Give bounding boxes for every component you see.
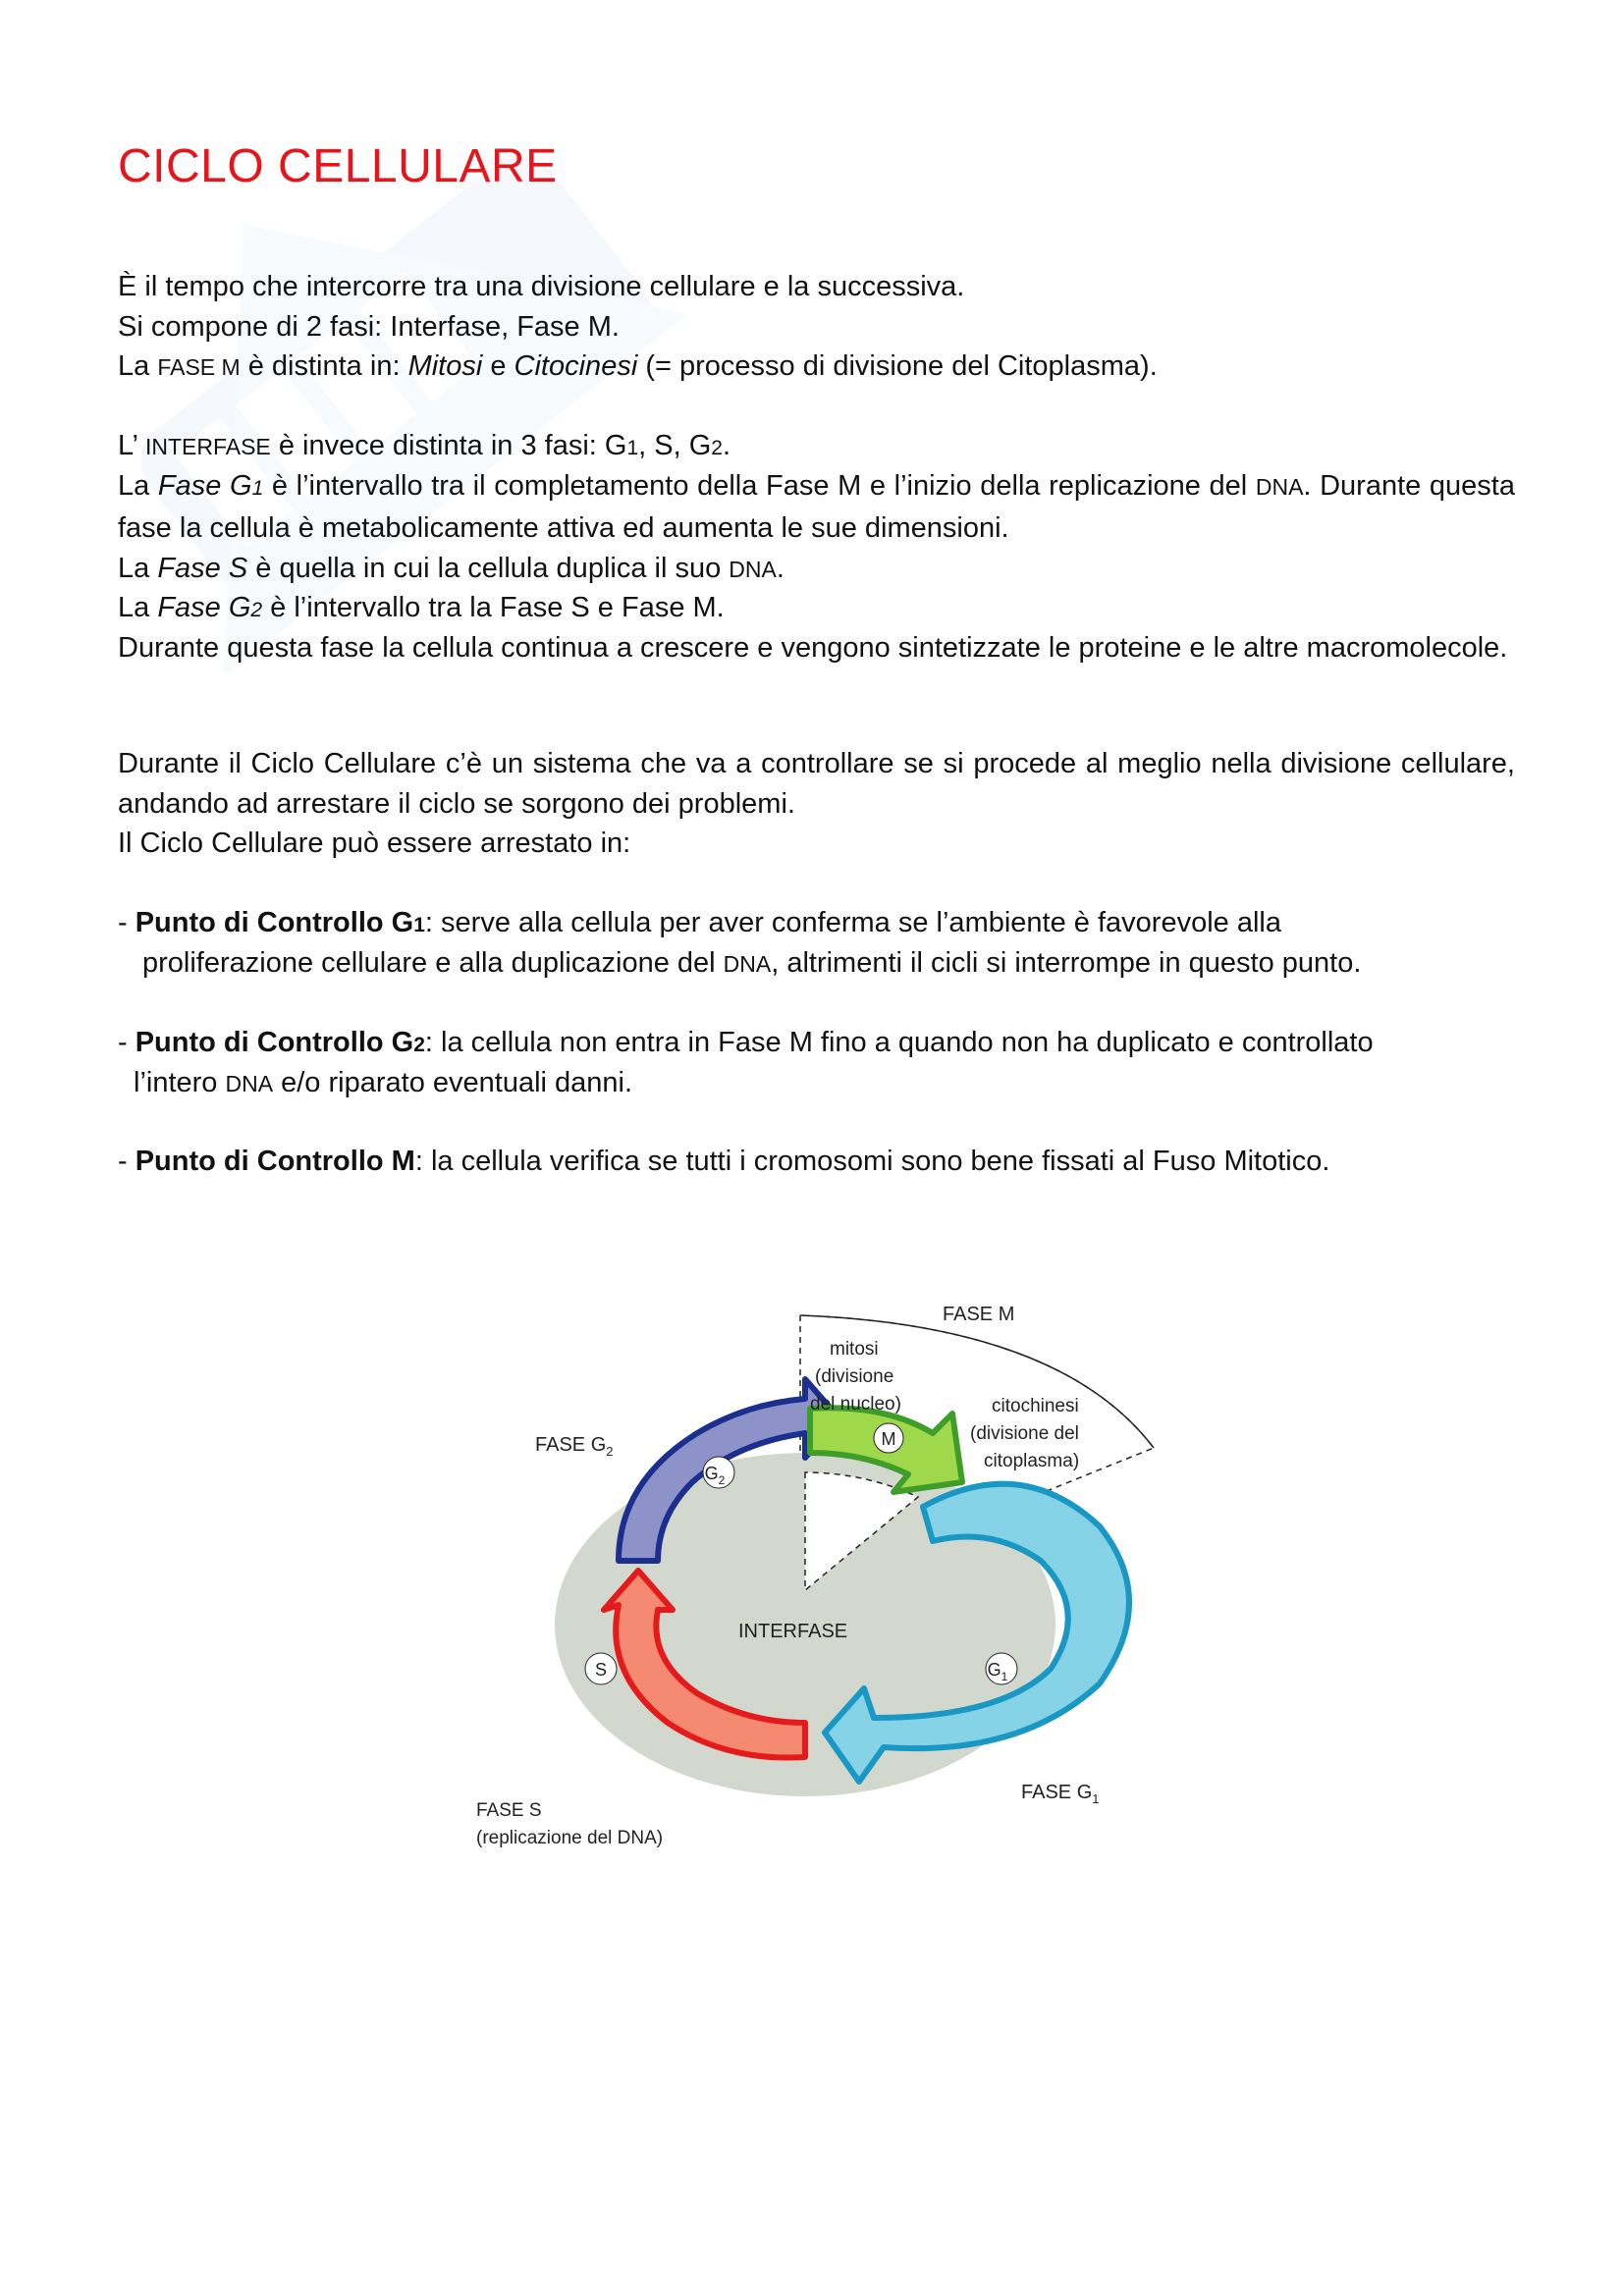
checkpoint-m-line-1: - Punto di Controllo M: la cellula verifica se tutti i cromosomi sono bene fissati al Fuso Mitotico. [118, 1146, 1330, 1177]
g2-circle-label: $G_2$ [704, 1464, 726, 1487]
checkpoint-g1-line-1: - Punto di Controllo G1: serve alla cellula per aver conferma se l’ambiente è favorevole alla [118, 907, 1281, 938]
m-circle-label: M [881, 1429, 896, 1449]
label-cito-2: (divisione del [970, 1423, 1079, 1444]
paragraph-interfase [118, 426, 1515, 668]
label-mitosi-2: (divisione [815, 1366, 894, 1387]
label-fase-g1: FASE $G_1$ [1021, 1782, 1100, 1806]
checkpoint-g2 [118, 1023, 1515, 1102]
interfase-line-s: La Fase S è quella in cui la cellula duplica il suo DNA. [118, 552, 784, 584]
cell-cycle-diagram [471, 1286, 1178, 1875]
intro-line-1: È il tempo che intercorre tra una divisione cellulare e la successiva. [118, 271, 965, 302]
label-fase-s-2: (replicazione del DNA) [476, 1828, 664, 1848]
intro-line-2: Si compone di 2 fasi: Interfase, Fase M. [118, 310, 620, 343]
label-cito-3: citoplasma) [984, 1451, 1080, 1471]
checkpoint-g1-line-2: proliferazione cellulare e alla duplicazione del DNA, altrimenti il cicli si interrompe in questo punto. [142, 946, 1362, 979]
interfase-line-g1: La Fase G1 è l’intervallo tra il completamento della Fase M e l’inizio della replicazione del DNA. Durante questa fase la cellula è metabolicamente attiva ed aumenta le sue dimensioni. [118, 469, 1515, 545]
paragraph-intro [118, 267, 1515, 387]
interfase-line-g2: La Fase G2 è l’intervallo tra la Fase S e Fase M. [118, 592, 725, 624]
label-fase-m: FASE M [943, 1304, 1015, 1325]
checkpoint-g2-line-2: l’intero DNA e/o riparato eventuali danni. [134, 1066, 633, 1098]
intro-line-3: La FASE M è distinta in: Mitosi e Citocinesi (= processo di divisione del Citoplasma). [118, 350, 1158, 383]
label-cito-1: citochinesi [992, 1396, 1079, 1416]
interfase-line-1: L’ INTERFASE è invece distinta in 3 fasi: G1, S, G2. [118, 430, 731, 461]
checkpoint-g1 [118, 903, 1515, 983]
s-circle-label: S [594, 1660, 608, 1680]
paragraph-control [118, 744, 1515, 864]
label-fase-g2: FASE $G_2$ [535, 1434, 614, 1459]
label-mitosi-1: mitosi [830, 1339, 879, 1360]
control-line-2: Il Ciclo Cellulare può essere arrestato in: [118, 828, 631, 860]
page-title: CICLO CELLULARE [118, 140, 558, 192]
g1-circle-label: $G_1$ [987, 1660, 1008, 1683]
interfase-line-growth: Durante questa fase la cellula continua a crescere e vengono sintetizzate le proteine e le altre macromolecole. [118, 631, 1508, 664]
control-line-1: Durante il Ciclo Cellulare c’è un sistema che va a controllare se si procede al meglio nella divisione cellulare, andando ad arrestare il ciclo se sorgono dei problemi. [118, 748, 1515, 820]
label-interfase: INTERFASE [738, 1621, 848, 1642]
label-mitosi-3: del nucleo) [810, 1394, 901, 1415]
checkpoint-m [118, 1142, 1515, 1182]
checkpoint-g2-line-1: - Punto di Controllo G2: la cellula non entra in Fase M fino a quando non ha duplicato e controllato [118, 1027, 1374, 1058]
label-fase-s-1: FASE S [476, 1800, 542, 1821]
